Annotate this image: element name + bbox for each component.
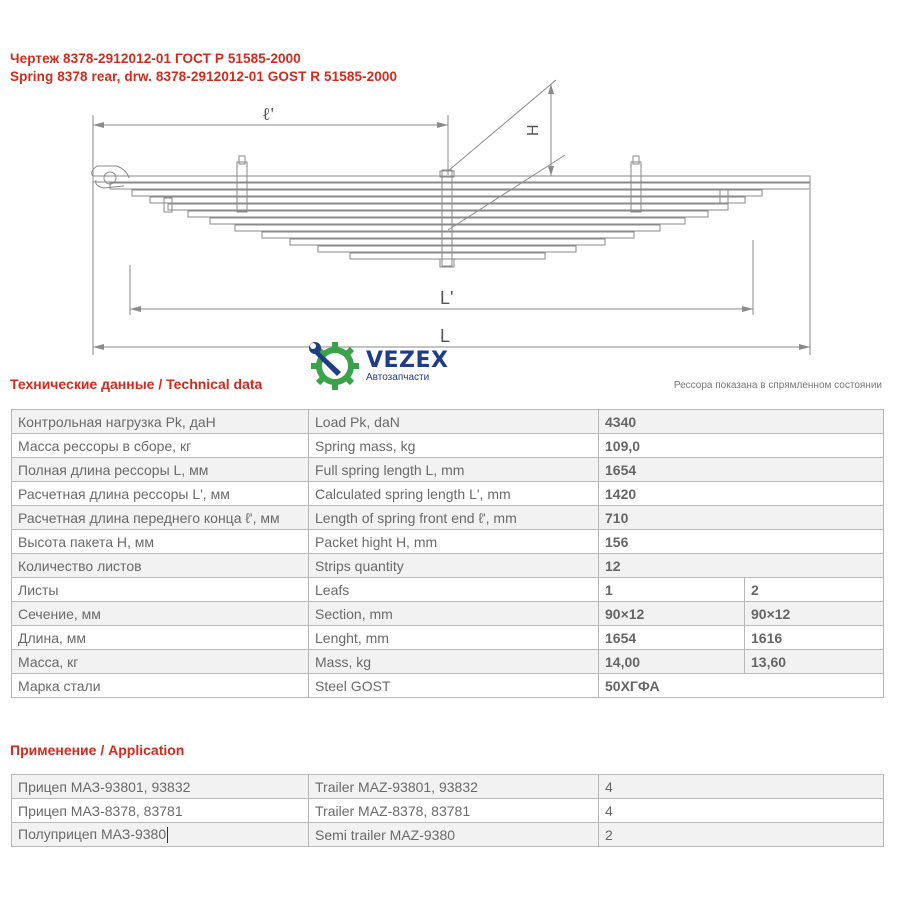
cell-en: Full spring length L, mm	[309, 458, 599, 482]
cell-leaf-1: 1654	[599, 626, 745, 650]
cell-en: Steel GOST	[309, 674, 599, 698]
cell-ru: Расчетная длина переднего конца ℓ', мм	[12, 506, 309, 530]
cell-value: 1420	[599, 482, 884, 506]
table-row	[12, 650, 884, 674]
cell-ru: Полуприцеп МАЗ-9380	[18, 825, 167, 842]
cell-en: Calculated spring length L', mm	[309, 482, 599, 506]
table-row	[12, 482, 884, 506]
cell-ru: Масса рессоры в сборе, кг	[12, 434, 309, 458]
cell-en: Mass, kg	[309, 650, 599, 674]
cell-leaf-1: 14,00	[599, 650, 745, 674]
cell-qty: 4	[599, 799, 884, 823]
cell-ru: Листы	[12, 578, 309, 602]
cell-ru: Высота пакета H, мм	[12, 530, 309, 554]
table-row	[12, 410, 884, 434]
cell-ru: Количество листов	[12, 554, 309, 578]
cell-ru: Сечение, мм	[12, 602, 309, 626]
cell-value: 156	[599, 530, 884, 554]
cell-leaf-1: 1	[599, 578, 745, 602]
application-title: Применение / Application	[10, 742, 185, 758]
table-row	[12, 554, 884, 578]
cell-en: Trailer MAZ-8378, 83781	[309, 799, 599, 823]
height-leader-bottom	[448, 155, 565, 230]
cell-ru: Полная длина рессоры L, мм	[12, 458, 309, 482]
cell-en: Trailer MAZ-93801, 93832	[309, 775, 599, 799]
table-row	[12, 458, 884, 482]
cell-en: Load Pk, daN	[309, 410, 599, 434]
cell-ru: Марка стали	[12, 674, 309, 698]
logo-name: VEZEX	[366, 348, 449, 373]
table-row	[12, 674, 884, 698]
cell-leaf-2: 13,60	[745, 650, 884, 674]
cell-ru: Прицеп МАЗ-93801, 93832	[12, 775, 309, 799]
leaf-2	[110, 183, 810, 189]
cell-value: 12	[599, 554, 884, 578]
header-title-en: Spring 8378 rear, drw. 8378-2912012-01 GOST R 51585-2000	[10, 69, 398, 84]
cell-en: Strips quantity	[309, 554, 599, 578]
gear-wrench-icon	[308, 340, 362, 390]
cell-leaf-1: 90×12	[599, 602, 745, 626]
cell-ru: Контрольная нагрузка Pk, даН	[12, 410, 309, 434]
label-front-end: ℓ'	[262, 104, 274, 124]
cell-ru: Расчетная длина рессоры L', мм	[12, 482, 309, 506]
label-height: H	[525, 124, 542, 136]
logo-subtitle: Автозапчасти	[366, 372, 430, 383]
table-row	[12, 775, 884, 799]
table-row	[12, 530, 884, 554]
cell-en: Semi trailer MAZ-9380	[309, 823, 599, 847]
header-title-ru: Чертеж 8378-2912012-01 ГОСТ Р 51585-2000	[10, 51, 301, 66]
cell-value: 4340	[599, 410, 884, 434]
cell-ru: Прицеп МАЗ-8378, 83781	[12, 799, 309, 823]
cell-en: Length of spring front end ℓ', mm	[309, 506, 599, 530]
cell-value: 109,0	[599, 434, 884, 458]
table-row	[12, 506, 884, 530]
label-calc-length: L'	[440, 288, 454, 308]
cell-ru-with-cursor[interactable]	[12, 823, 309, 847]
tech-data-table	[11, 409, 884, 698]
cell-ru: Масса, кг	[12, 650, 309, 674]
label-full-length: L	[440, 326, 451, 346]
text-cursor	[167, 827, 168, 843]
straightened-note: Рессора показана в спрямленном состоянии	[673, 380, 882, 391]
cell-en: Lenght, mm	[309, 626, 599, 650]
leaf-spring-drawing	[0, 70, 900, 360]
table-row	[12, 626, 884, 650]
cell-leaf-2: 90×12	[745, 602, 884, 626]
tech-data-title: Технические данные / Technical data	[10, 376, 263, 392]
table-row	[12, 434, 884, 458]
cell-en: Packet hight H, mm	[309, 530, 599, 554]
cell-en: Section, mm	[309, 602, 599, 626]
cell-qty: 2	[599, 823, 884, 847]
table-row	[12, 578, 884, 602]
cell-leaf-2: 1616	[745, 626, 884, 650]
cell-en: Spring mass, kg	[309, 434, 599, 458]
cell-qty: 4	[599, 775, 884, 799]
vezex-logo	[308, 340, 478, 390]
leaf-3	[132, 190, 762, 196]
application-table	[11, 774, 884, 847]
table-row	[12, 823, 884, 847]
cell-value: 50ХГФА	[599, 674, 884, 698]
cell-en: Leafs	[309, 578, 599, 602]
table-row	[12, 602, 884, 626]
cell-leaf-2: 2	[745, 578, 884, 602]
cell-value: 710	[599, 506, 884, 530]
table-row	[12, 799, 884, 823]
cell-ru: Длина, мм	[12, 626, 309, 650]
cell-value: 1654	[599, 458, 884, 482]
